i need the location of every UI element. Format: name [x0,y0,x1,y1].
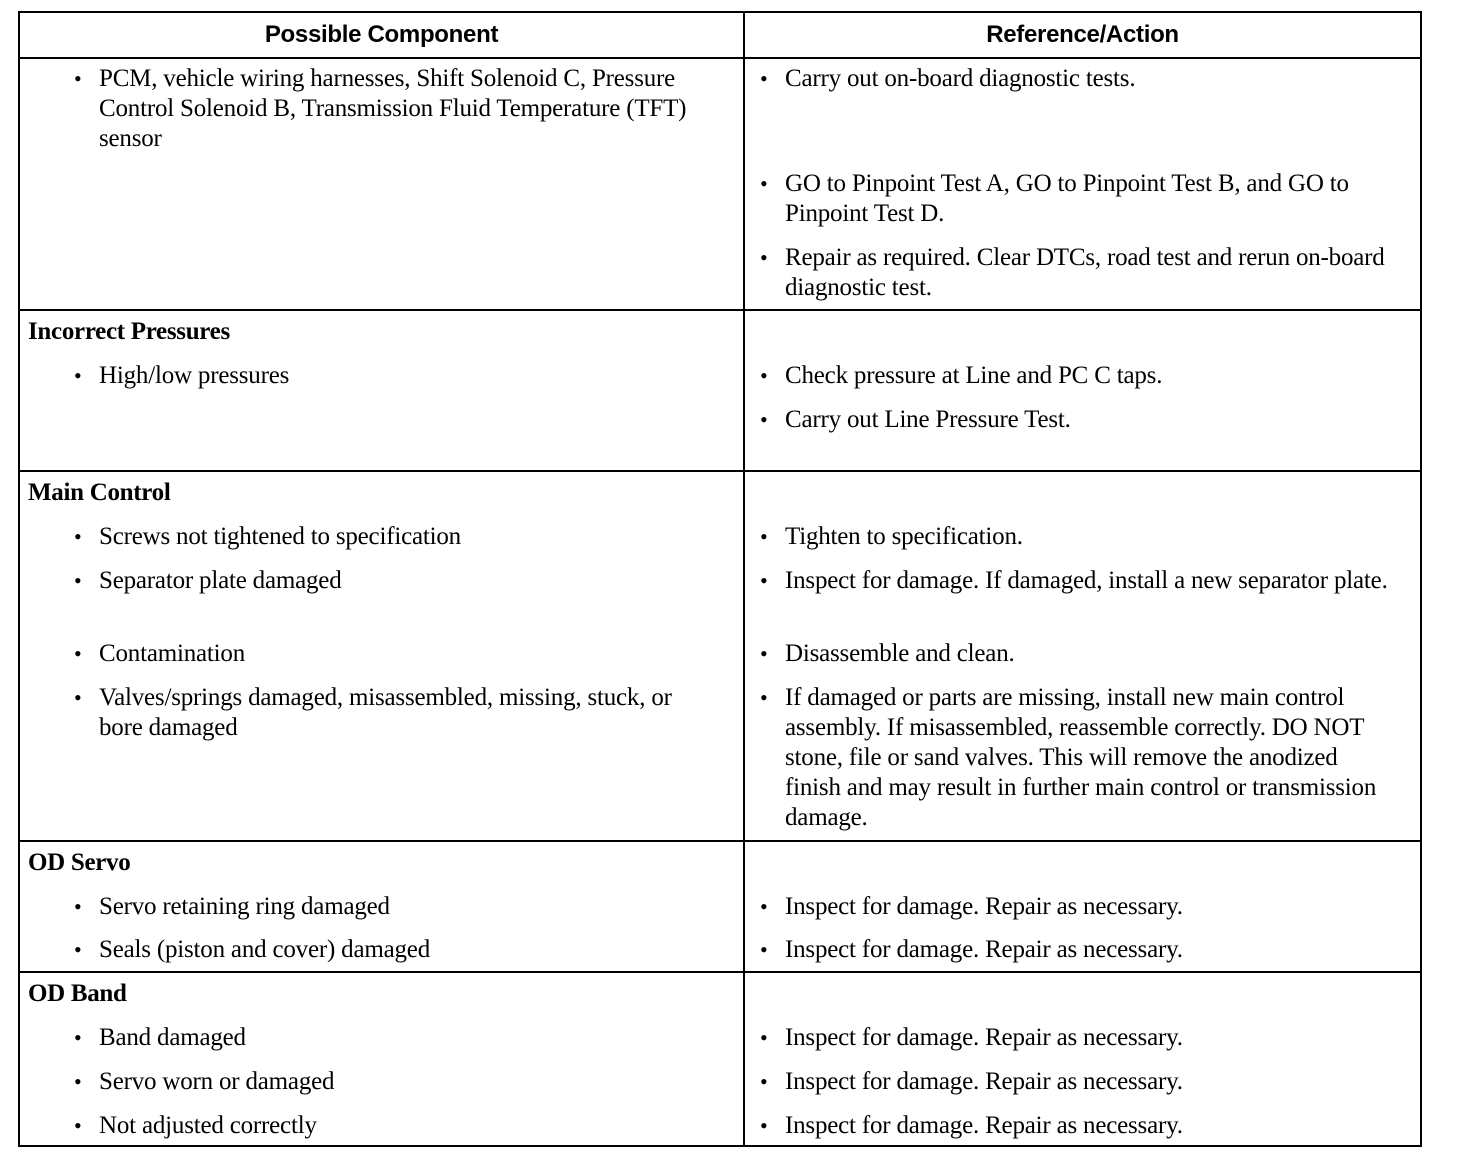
action-cell [745,842,1420,971]
bullet-icon: • [760,524,768,549]
bullet-icon: • [74,894,82,919]
bullet-icon: • [760,568,768,593]
header-possible-component: Possible Component [264,21,499,48]
table-row-incorrect-pressures [20,309,1420,470]
section-title: Incorrect Pressures [28,318,230,345]
bullet-icon: • [760,171,768,196]
header-component-cell [20,13,745,57]
action-cell [745,973,1420,1145]
bullet-icon: • [74,1025,82,1050]
component-item: • Not adjusted correctly [74,1112,317,1139]
component-cell [20,973,745,1145]
bullet-icon: • [760,1025,768,1050]
bullet-icon: • [760,1113,768,1138]
action-item: • GO to Pinpoint Test A, GO to Pinpoint Test B, and GO to Pinpoint Test D. [760,170,1349,227]
component-cell [20,311,745,470]
component-cell [20,59,745,309]
table-row-pcm [20,57,1420,309]
action-cell [745,472,1420,840]
diagnostic-table [18,11,1422,1147]
action-item: • Inspect for damage. Repair as necessary. [760,936,1183,963]
action-cell [745,311,1420,470]
section-title: Main Control [28,479,171,506]
bullet-icon: • [74,937,82,962]
bullet-icon: • [74,363,82,388]
bullet-icon: • [74,1113,82,1138]
action-item: • Carry out Line Pressure Test. [760,406,1071,433]
component-item: • Seals (piston and cover) damaged [74,936,430,963]
component-cell [20,472,745,840]
bullet-icon: • [760,894,768,919]
component-item: • Contamination [74,640,245,667]
action-item: • Inspect for damage. Repair as necessary. [760,1024,1183,1051]
component-item: • High/low pressures [74,362,290,389]
bullet-icon: • [74,1069,82,1094]
component-cell [20,842,745,971]
table-row-main-control [20,470,1420,840]
table-header-row [20,13,1420,57]
action-item: • Disassemble and clean. [760,640,1015,667]
action-item: • Tighten to specification. [760,523,1023,550]
action-item: • Carry out on-board diagnostic tests. [760,65,1136,92]
component-item: • Servo worn or damaged [74,1068,335,1095]
bullet-icon: • [760,1069,768,1094]
component-item: • Servo retaining ring damaged [74,893,390,920]
action-item: • Repair as required. Clear DTCs, road test and rerun on-board diagnostic test. [760,244,1385,301]
bullet-icon: • [760,407,768,432]
bullet-icon: • [74,568,82,593]
table-row-od-band [20,971,1420,1145]
header-action-cell [745,13,1420,57]
action-item: • Inspect for damage. Repair as necessary. [760,1068,1183,1095]
action-item: • Inspect for damage. If damaged, install a new separator plate. [760,567,1388,594]
bullet-icon: • [760,66,768,91]
section-title: OD Servo [28,849,131,876]
header-reference-action: Reference/Action [986,21,1179,48]
section-title: OD Band [28,980,127,1007]
table-row-od-servo [20,840,1420,971]
bullet-icon: • [74,66,82,91]
component-item: • Band damaged [74,1024,246,1051]
action-cell [745,59,1420,309]
component-item: • Valves/springs damaged, misassembled, missing, stuck, or bore damaged [74,684,672,741]
action-item: • Check pressure at Line and PC C taps. [760,362,1163,389]
bullet-icon: • [74,685,82,710]
component-item: • PCM, vehicle wiring harnesses, Shift Solenoid C, Pressure Control Solenoid B, Transmission Fluid Temperature (TFT) sensor [74,65,687,152]
bullet-icon: • [760,641,768,666]
action-item: • Inspect for damage. Repair as necessary. [760,893,1183,920]
component-item: • Separator plate damaged [74,567,342,594]
bullet-icon: • [760,937,768,962]
bullet-icon: • [760,245,768,270]
action-item: • Inspect for damage. Repair as necessary. [760,1112,1183,1139]
component-item: • Screws not tightened to specification [74,523,461,550]
bullet-icon: • [74,524,82,549]
bullet-icon: • [74,641,82,666]
bullet-icon: • [760,685,768,710]
action-item: • If damaged or parts are missing, install new main control assembly. If misassembled, reassemble correctly. DO NOT stone, file or sand valves. This will remove the anodized finish and may result in further main control or transmission damage. [760,684,1377,831]
bullet-icon: • [760,363,768,388]
